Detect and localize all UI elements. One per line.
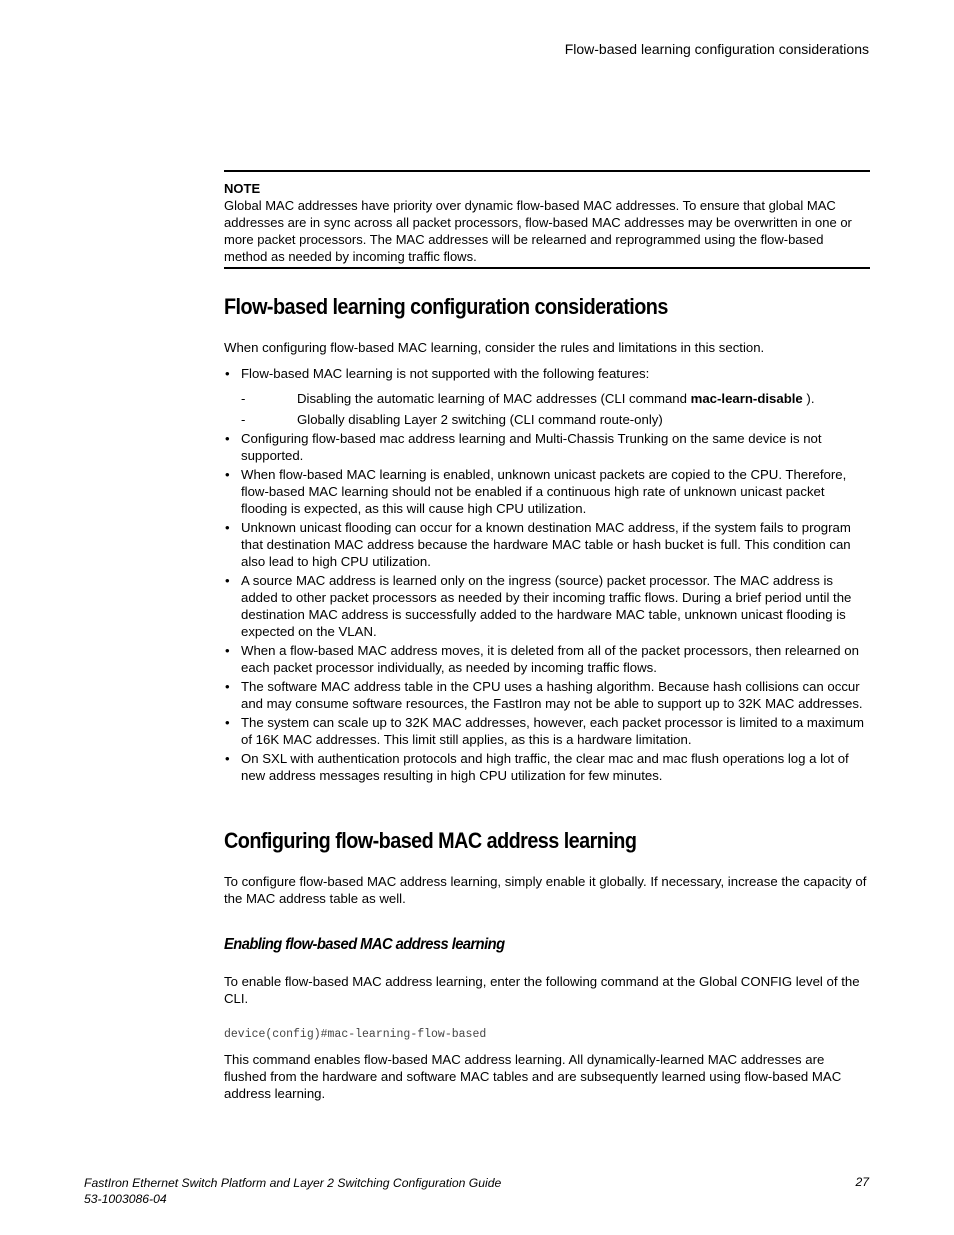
bullet-glyph: • (225, 366, 230, 381)
enabling-body: This command enables flow-based MAC address learning. All dynamically-learned MAC addresses are flushed from the hardware and software MAC tables and are subsequently learned using flow-based MAC address learning. (224, 1052, 842, 1101)
list-item (224, 430, 870, 464)
footer-guide-title: FastIron Ethernet Switch Platform and Layer 2 Switching Configuration Guide (84, 1176, 502, 1190)
footer-guide-info (84, 1175, 501, 1207)
list-item-text: On SXL with authentication protocols and high traffic, the clear mac and mac flush operations log a lot of new address messages resulting in high CPU utilization for few minutes. (241, 751, 849, 783)
enabling-intro: To enable flow-based MAC address learning, enter the following command at the Global CONFIG level of the CLI. (224, 974, 860, 1006)
list-item (224, 466, 870, 517)
note-label: NOTE (224, 181, 261, 196)
bullet-glyph: • (225, 520, 230, 535)
list-item (224, 750, 870, 784)
note-text: Global MAC addresses have priority over dynamic flow-based MAC addresses. To ensure that global MAC addresses are in sync across all packet processors, flow-based MAC addresses may be overwritten in one or more packet processors. The MAC addresses will be relearned and reprogrammed using the flow-based method as needed by incoming traffic flows. (224, 198, 852, 264)
dash-glyph: - (241, 412, 246, 427)
sub-item-text: Disabling the automatic learning of MAC addresses (CLI command (297, 391, 691, 406)
list-item (224, 365, 870, 428)
page-number: 27 (855, 1175, 869, 1189)
list-item-text: Configuring flow-based mac address learning and Multi-Chassis Trunking on the same device is not supported. (241, 431, 822, 463)
bullet-glyph: • (225, 751, 230, 766)
bullet-glyph: • (225, 467, 230, 482)
bullet-glyph: • (225, 715, 230, 730)
sub-list-item (224, 390, 870, 407)
sub-list-item (224, 411, 870, 428)
considerations-intro: When configuring flow-based MAC learning, consider the rules and limitations in this section. (224, 340, 765, 355)
list-item-text: When a flow-based MAC address moves, it is deleted from all of the packet processors, then relearned on each packet processor individually, as needed by incoming traffic flows. (241, 643, 859, 675)
subsection-heading-enabling: Enabling flow-based MAC address learning (224, 936, 505, 953)
cli-command: mac-learn-disable (690, 391, 803, 406)
note-box (224, 170, 870, 269)
list-item (224, 714, 870, 748)
considerations-list (224, 365, 870, 786)
bullet-glyph: • (225, 643, 230, 658)
list-item-text: The system can scale up to 32K MAC addresses, however, each packet processor is limited to a maximum of 16K MAC addresses. This limit still applies, as this is a hardware limitation. (241, 715, 865, 747)
sub-item-text: Globally disabling Layer 2 switching (CLI command route-only) (297, 412, 663, 427)
list-item-text: A source MAC address is learned only on the ingress (source) packet processor. The MAC address is added to other packet processors as needed by their incoming traffic flows. During a brief period until the destination MAC address is successfully added to the hardware MAC table, unknown unicast flooding is expected on the VLAN. (241, 573, 852, 639)
section-heading-considerations: Flow-based learning configuration considerations (224, 294, 668, 319)
bullet-glyph: • (225, 679, 230, 694)
sub-item-text-end: ). (802, 391, 815, 406)
section-heading-configuring: Configuring flow-based MAC address learning (224, 828, 637, 853)
list-item (224, 678, 870, 712)
bullet-glyph: • (225, 573, 230, 588)
list-item-text: When flow-based MAC learning is enabled, unknown unicast packets are copied to the CPU. Therefore, flow-based MAC learning should not be enabled if a continuous high rate of unknown unicast packet flooding is expected, as this will cause high CPU utilization. (241, 467, 847, 516)
sub-list (241, 390, 870, 428)
cli-example: device(config)#mac-learning-flow-based (224, 1028, 487, 1041)
bullet-glyph: • (225, 431, 230, 446)
list-item (224, 519, 870, 570)
list-item-text: Flow-based MAC learning is not supported with the following features: (241, 366, 650, 381)
list-item (224, 572, 870, 640)
list-item-text: The software MAC address table in the CPU uses a hashing algorithm. Because hash collisions can occur and may consume software resources, the FastIron may not be able to support up to 32K MAC addresses. (241, 679, 863, 711)
running-header: Flow-based learning configuration considerations (564, 41, 869, 57)
configuring-intro: To configure flow-based MAC address learning, simply enable it globally. If necessary, increase the capacity of the MAC address table as well. (224, 874, 867, 906)
dash-glyph: - (241, 391, 246, 406)
footer-doc-number: 53-1003086-04 (84, 1192, 167, 1206)
list-item-text: Unknown unicast flooding can occur for a known destination MAC address, if the system fails to program that destination MAC address because the hardware MAC table or hash bucket is full. This condition can also lead to high CPU utilization. (241, 520, 851, 569)
list-item (224, 642, 870, 676)
